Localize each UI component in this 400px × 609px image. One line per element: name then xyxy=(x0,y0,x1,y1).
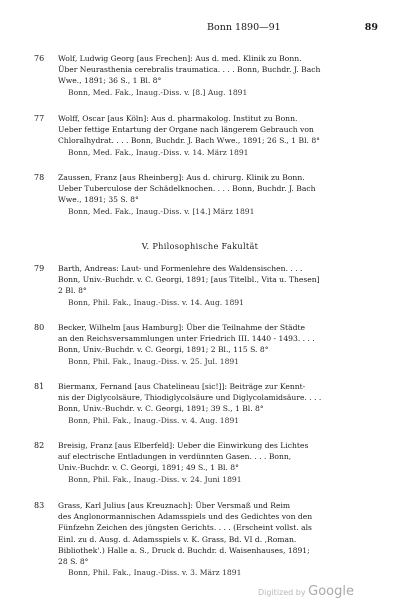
entry-line: Breisig, Franz [aus Elberfeld]: Ueber die Einwirkung des Lichtes xyxy=(58,441,309,450)
entry-line: Wwe., 1891; 36 S., 1 Bl. 8° xyxy=(58,76,162,86)
entry-note: Bonn, Phil. Fak., Inaug.-Diss. v. 24. Juni 1891 xyxy=(68,474,242,484)
page-number: 89 xyxy=(364,22,378,33)
entry-line: Bonn, Univ.-Buchdr. v. C. Georgi, 1891; 2 Bl., 115 S. 8° xyxy=(58,345,269,355)
entry-line: Ueber fettige Entartung der Organe nach längerem Gebrauch von xyxy=(58,125,314,135)
entry-note: Bonn, Med. Fak., Inaug.-Diss. v. 14. März 1891 xyxy=(68,147,249,157)
entry-line: Wwe., 1891; 35 S. 8° xyxy=(58,195,139,205)
entry-line: Barth, Andreas: Laut- und Formenlehre des Waldensischen. . . . xyxy=(58,264,303,273)
entry-number: 78 xyxy=(34,173,45,182)
entry-line: nis der Diglycolsäure, Thiodiglycolsäure und Diglycolamidsäure. . . . xyxy=(58,393,322,403)
entry-number: 80 xyxy=(34,323,45,332)
watermark-prefix: Digitized by xyxy=(258,588,306,597)
running-title: Bonn 1890—91 xyxy=(207,22,281,33)
entry-note: Bonn, Phil. Fak., Inaug.-Diss. v. 4. Aug. 1891 xyxy=(68,415,240,425)
entry-number: 83 xyxy=(34,501,45,510)
entry-line: Biermanx, Fernand [aus Chatelineau [sic!]]: Beiträge zur Kennt- xyxy=(58,382,306,391)
entry-line: Bibliothek'.) Halle a. S., Druck d. Buchdr. d. Waisenhauses, 1891; xyxy=(58,545,310,555)
entry-number: 82 xyxy=(34,441,45,450)
entry-note: Bonn, Med. Fak., Inaug.-Diss. v. [8.] Aug. 1891 xyxy=(68,87,248,97)
entry-line: an den Reichsversammlungen unter Friedrich III. 1440 - 1493. . . . xyxy=(58,334,315,344)
entry-line: Über Neurasthenia cerebralis traumatica. . . . Bonn, Buchdr. J. Bach xyxy=(58,65,321,75)
watermark-brand: Google xyxy=(308,584,354,599)
entry-line: Einl. zu d. Ausg. d. Adamsspiels v. K. Grass, Bd. VI d. ,Roman. xyxy=(58,534,297,544)
entry-line: Wolff, Oscar [aus Köln]: Aus d. pharmakolog. Institut zu Bonn. xyxy=(58,114,298,123)
entry-note: Bonn, Phil. Fak., Inaug.-Diss. v. 14. Aug. 1891 xyxy=(68,297,244,307)
entry-line: Fünfzehn Zeichen des jüngsten Gerichts. . . . (Erscheint vollst. als xyxy=(58,523,312,533)
entry-line: Ueber Tuberculose der Schädelknochen. . . . Bonn, Buchdr. J. Bach xyxy=(58,184,316,194)
entry-number: 77 xyxy=(34,114,45,123)
entry-number: 76 xyxy=(34,54,45,63)
section-heading: V. Philosophische Fakultät xyxy=(141,241,259,251)
entry-line: Bonn, Univ.-Buchdr. v. C. Georgi, 1891; [aus Titelbl., Vita u. Thesen] xyxy=(58,275,320,285)
entry-line: Grass, Karl Julius [aus Kreuznach]: Über Versmaß und Reim xyxy=(58,501,291,510)
digitization-watermark xyxy=(258,584,354,599)
entry-note: Bonn, Phil. Fak., Inaug.-Diss. v. 25. Jul. 1891 xyxy=(68,356,240,366)
entry-line: Becker, Wilhelm [aus Hamburg]: Über die Teilnahme der Städte xyxy=(58,323,306,332)
entry-line: auf electrische Entladungen in verdünnten Gasen. . . . Bonn, xyxy=(58,452,292,462)
entry-note: Bonn, Phil. Fak., Inaug.-Diss. v. 3. März 1891 xyxy=(68,568,242,578)
entry-line: Bonn, Univ.-Buchdr. v. C. Georgi, 1891; 39 S., 1 Bl. 8° xyxy=(58,404,264,414)
entry-note: Bonn, Med. Fak., Inaug.-Diss. v. [14.] März 1891 xyxy=(68,206,255,216)
entry-line: 28 S. 8° xyxy=(58,556,89,566)
entry-number: 79 xyxy=(34,264,45,273)
entry-line: des Anglonormannischen Adamsspiels und des Gedichtes von den xyxy=(58,512,313,522)
entry-line: 2 Bl. 8° xyxy=(58,286,87,296)
entry-line: Univ.-Buchdr. v. C. Georgi, 1891; 49 S., 1 Bl. 8° xyxy=(58,463,239,473)
entry-line: Zaussen, Franz [aus Rheinberg]: Aus d. chirurg. Klinik zu Bonn. xyxy=(58,173,305,182)
page-header xyxy=(0,22,400,36)
entry-number: 81 xyxy=(34,382,45,391)
entry-line: Wolf, Ludwig Georg [aus Frechen]: Aus d. med. Klinik zu Bonn. xyxy=(58,54,302,63)
entry-line: Chloralhydrat. . . . Bonn, Buchdr. J. Bach Wwe., 1891; 26 S., 1 Bl. 8° xyxy=(58,136,320,146)
